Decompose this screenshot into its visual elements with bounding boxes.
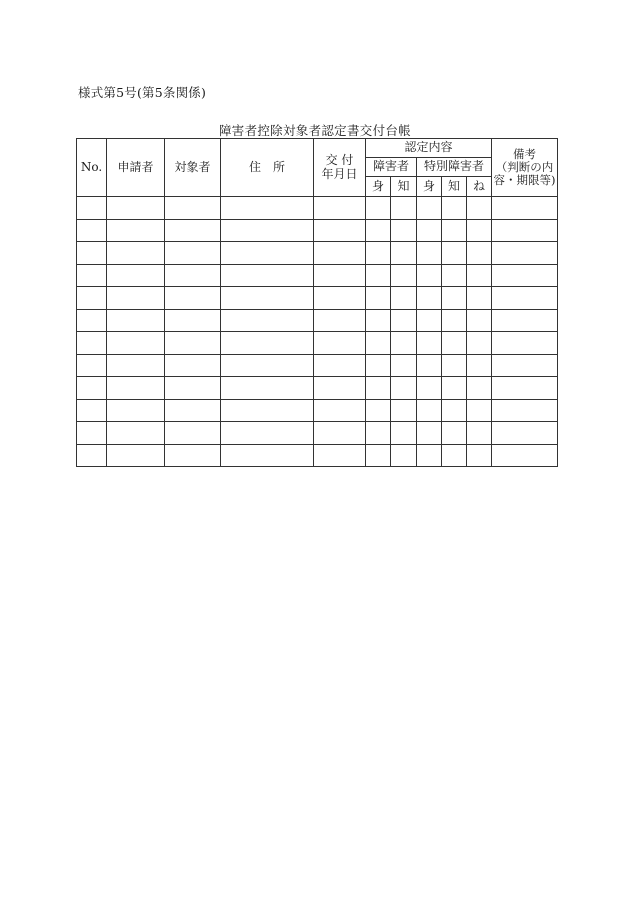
table-cell[interactable] (314, 354, 366, 377)
table-row (77, 377, 558, 400)
table-cell[interactable] (77, 422, 107, 445)
table-cell[interactable] (417, 422, 442, 445)
table-cell[interactable] (77, 444, 107, 467)
table-cell[interactable] (467, 354, 492, 377)
table-cell[interactable] (391, 264, 417, 287)
table-cell[interactable] (221, 219, 314, 242)
table-row (77, 354, 558, 377)
header-special-bedridden: ね (467, 177, 492, 197)
table-row (77, 422, 558, 445)
form-number-label: 様式第5号(第5条関係) (78, 85, 207, 100)
table-cell[interactable] (314, 332, 366, 355)
table-cell[interactable] (467, 309, 492, 332)
table-cell[interactable] (314, 219, 366, 242)
table-cell[interactable] (107, 219, 165, 242)
table-cell[interactable] (417, 399, 442, 422)
table-cell[interactable] (165, 219, 221, 242)
table-cell[interactable] (492, 354, 558, 377)
table-cell[interactable] (492, 309, 558, 332)
table-cell[interactable] (417, 332, 442, 355)
table-cell[interactable] (442, 309, 467, 332)
table-cell[interactable] (492, 444, 558, 467)
table-cell[interactable] (492, 399, 558, 422)
table-cell[interactable] (467, 264, 492, 287)
table-cell[interactable] (417, 264, 442, 287)
table-cell[interactable] (366, 309, 391, 332)
ledger-body (77, 197, 558, 467)
table-cell[interactable] (391, 377, 417, 400)
header-remarks-line2: （判断の内 (495, 159, 554, 174)
table-cell[interactable] (492, 287, 558, 310)
table-cell[interactable] (391, 399, 417, 422)
table-cell[interactable] (165, 197, 221, 220)
table-cell[interactable] (442, 332, 467, 355)
table-cell[interactable] (366, 332, 391, 355)
table-cell[interactable] (467, 377, 492, 400)
table-cell[interactable] (107, 287, 165, 310)
table-row (77, 309, 558, 332)
table-cell[interactable] (221, 264, 314, 287)
table-cell[interactable] (165, 287, 221, 310)
table-cell[interactable] (467, 332, 492, 355)
table-cell[interactable] (165, 444, 221, 467)
table-cell[interactable] (442, 354, 467, 377)
table-cell[interactable] (417, 309, 442, 332)
header-special-body: 身 (417, 177, 442, 197)
table-cell[interactable] (221, 242, 314, 265)
table-cell[interactable] (492, 242, 558, 265)
table-row (77, 332, 558, 355)
table-cell[interactable] (366, 377, 391, 400)
table-cell[interactable] (366, 197, 391, 220)
table-cell[interactable] (391, 219, 417, 242)
table-cell[interactable] (417, 377, 442, 400)
table-cell[interactable] (366, 444, 391, 467)
table-cell[interactable] (442, 399, 467, 422)
table-row (77, 242, 558, 265)
table-row (77, 444, 558, 467)
table-cell[interactable] (165, 377, 221, 400)
header-special-disabled: 特別障害者 (417, 158, 492, 177)
table-cell[interactable] (366, 354, 391, 377)
table-cell[interactable] (314, 399, 366, 422)
table-row (77, 219, 558, 242)
table-cell[interactable] (391, 287, 417, 310)
table-cell[interactable] (221, 287, 314, 310)
header-remarks-line1: 備考 (513, 146, 537, 161)
table-cell[interactable] (442, 422, 467, 445)
table-cell[interactable] (492, 377, 558, 400)
table-cell[interactable] (467, 219, 492, 242)
table-cell[interactable] (107, 354, 165, 377)
table-cell[interactable] (77, 242, 107, 265)
table-cell[interactable] (221, 309, 314, 332)
table-row (77, 197, 558, 220)
header-issue-line1: 交 付 (325, 152, 354, 167)
table-cell[interactable] (221, 444, 314, 467)
header-disabled-body: 身 (366, 177, 391, 197)
table-cell[interactable] (221, 422, 314, 445)
table-cell[interactable] (417, 287, 442, 310)
header-remarks-line3: 容・期限等) (493, 173, 556, 188)
table-cell[interactable] (107, 264, 165, 287)
table-cell[interactable] (165, 399, 221, 422)
table-cell[interactable] (442, 197, 467, 220)
table-cell[interactable] (314, 242, 366, 265)
table-cell[interactable] (165, 264, 221, 287)
table-cell[interactable] (417, 197, 442, 220)
header-special-intellect: 知 (442, 177, 467, 197)
header-applicant: 申請者 (107, 139, 165, 197)
table-cell[interactable] (366, 287, 391, 310)
header-issue-line2: 年月日 (321, 166, 358, 181)
table-cell[interactable] (314, 309, 366, 332)
table-cell[interactable] (467, 287, 492, 310)
table-cell[interactable] (107, 422, 165, 445)
header-subject: 対象者 (165, 139, 221, 197)
table-cell[interactable] (77, 219, 107, 242)
table-cell[interactable] (391, 242, 417, 265)
table-cell[interactable] (442, 444, 467, 467)
table-cell[interactable] (77, 264, 107, 287)
table-row (77, 264, 558, 287)
table-cell[interactable] (391, 197, 417, 220)
table-cell[interactable] (314, 444, 366, 467)
table-cell[interactable] (417, 242, 442, 265)
table-cell[interactable] (221, 377, 314, 400)
table-cell[interactable] (467, 399, 492, 422)
header-no: No. (77, 139, 107, 197)
table-cell[interactable] (221, 197, 314, 220)
table-cell[interactable] (391, 309, 417, 332)
table-cell[interactable] (314, 377, 366, 400)
table-cell[interactable] (467, 422, 492, 445)
table-cell[interactable] (467, 197, 492, 220)
table-cell[interactable] (165, 242, 221, 265)
table-cell[interactable] (221, 332, 314, 355)
table-cell[interactable] (77, 377, 107, 400)
table-cell[interactable] (442, 287, 467, 310)
header-certification: 認定内容 (366, 139, 492, 158)
table-cell[interactable] (107, 332, 165, 355)
table-cell[interactable] (314, 197, 366, 220)
header-remarks (492, 139, 558, 197)
table-cell[interactable] (492, 332, 558, 355)
header-issue-date (314, 139, 366, 197)
table-cell[interactable] (107, 399, 165, 422)
table-cell[interactable] (417, 444, 442, 467)
table-row (77, 287, 558, 310)
table-cell[interactable] (467, 444, 492, 467)
table-cell[interactable] (391, 332, 417, 355)
table-cell[interactable] (492, 264, 558, 287)
table-cell[interactable] (77, 332, 107, 355)
table-cell[interactable] (492, 197, 558, 220)
table-cell[interactable] (314, 422, 366, 445)
table-cell[interactable] (165, 332, 221, 355)
table-cell[interactable] (165, 309, 221, 332)
table-row (77, 399, 558, 422)
table-cell[interactable] (165, 354, 221, 377)
table-cell[interactable] (107, 197, 165, 220)
table-cell[interactable] (442, 264, 467, 287)
table-cell[interactable] (77, 309, 107, 332)
table-cell[interactable] (366, 399, 391, 422)
table-cell[interactable] (366, 422, 391, 445)
table-cell[interactable] (492, 422, 558, 445)
table-cell[interactable] (442, 242, 467, 265)
table-cell[interactable] (165, 422, 221, 445)
table-cell[interactable] (417, 219, 442, 242)
certificate-ledger-table (76, 138, 558, 467)
table-cell[interactable] (77, 287, 107, 310)
ledger-title: 障害者控除対象者認定書交付台帳 (218, 123, 411, 138)
table-cell[interactable] (366, 242, 391, 265)
table-cell[interactable] (366, 219, 391, 242)
table-cell[interactable] (366, 264, 391, 287)
header-address: 住 所 (221, 139, 314, 197)
table-cell[interactable] (314, 264, 366, 287)
table-cell[interactable] (107, 242, 165, 265)
table-cell[interactable] (107, 309, 165, 332)
table-cell[interactable] (221, 399, 314, 422)
table-cell[interactable] (77, 399, 107, 422)
header-disabled: 障害者 (366, 158, 417, 177)
table-cell[interactable] (492, 219, 558, 242)
table-cell[interactable] (314, 287, 366, 310)
table-cell[interactable] (417, 354, 442, 377)
table-cell[interactable] (107, 377, 165, 400)
table-cell[interactable] (442, 219, 467, 242)
table-cell[interactable] (391, 422, 417, 445)
table-cell[interactable] (107, 444, 165, 467)
table-cell[interactable] (391, 444, 417, 467)
table-cell[interactable] (77, 354, 107, 377)
header-disabled-intellect: 知 (391, 177, 417, 197)
table-cell[interactable] (442, 377, 467, 400)
table-cell[interactable] (467, 242, 492, 265)
table-cell[interactable] (221, 354, 314, 377)
table-cell[interactable] (77, 197, 107, 220)
table-cell[interactable] (391, 354, 417, 377)
